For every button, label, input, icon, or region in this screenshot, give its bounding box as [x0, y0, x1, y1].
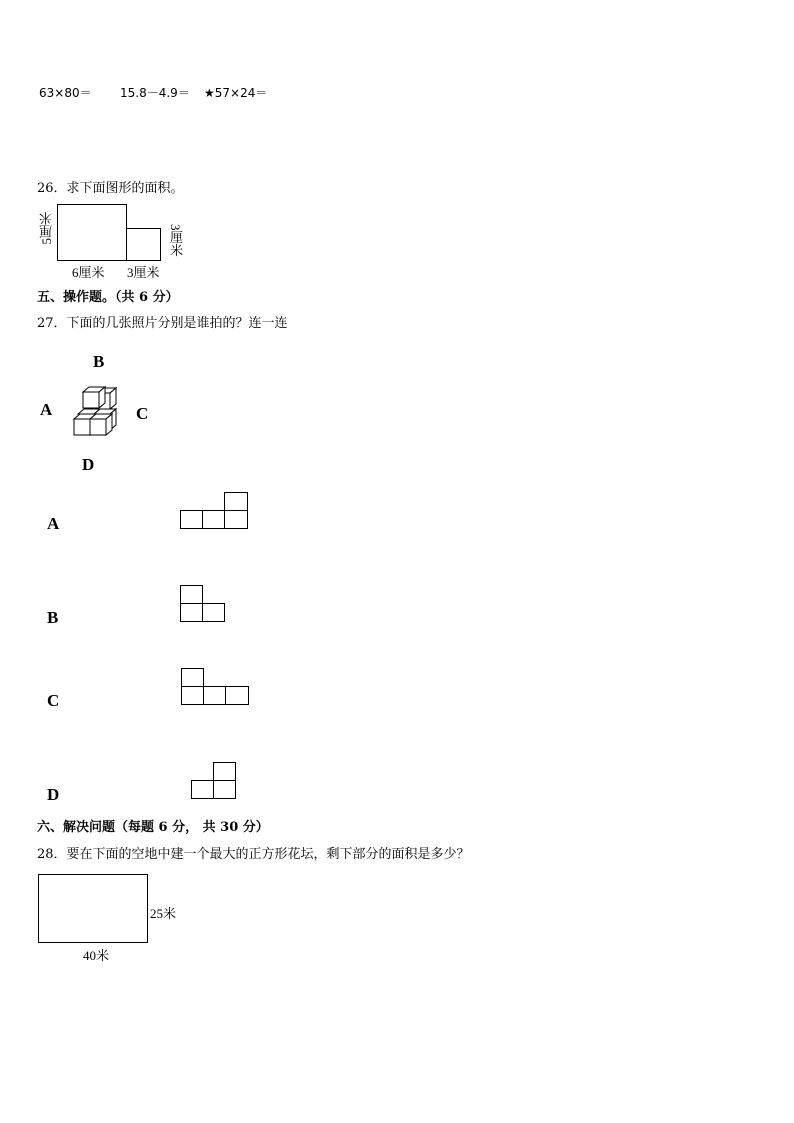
calc-item-1: 63×80＝ — [39, 86, 92, 100]
q26-label-width-left: 6厘米 — [72, 265, 105, 280]
q28-label-height: 25米 — [150, 906, 177, 921]
cube-stack-drawing — [70, 386, 120, 442]
section5-title: 五、操作题。（共 6 分） — [37, 290, 179, 305]
photo-view-a — [180, 492, 250, 530]
q28-label-width: 40米 — [83, 948, 110, 963]
viewpoint-label-b: B — [93, 352, 105, 371]
calc-item-2: 15.8－4.9＝ — [120, 86, 190, 100]
photo-view-c — [181, 668, 251, 706]
q26-text: 26．求下面图形的面积。 — [37, 181, 184, 196]
q28-rect — [38, 874, 148, 943]
viewpoint-label-c: C — [136, 404, 149, 423]
photo-label-d: D — [47, 785, 60, 804]
viewpoint-label-a: A — [40, 400, 53, 419]
calc-item-3: ★57×24＝ — [204, 86, 268, 100]
photo-view-d — [191, 762, 239, 800]
q28-text: 28．要在下面的空地中建一个最大的正方形花坛，剩下部分的面积是多少？ — [37, 847, 470, 862]
photo-label-b: B — [47, 608, 59, 627]
q26-label-height-right: 3厘米 — [168, 224, 183, 257]
photo-label-c: C — [47, 691, 60, 710]
photo-label-a: A — [47, 514, 60, 533]
q26-large-rect — [57, 204, 127, 261]
q26-label-width-right: 3厘米 — [127, 265, 160, 280]
section6-title: 六、解决问题（每题 6 分， 共 30 分） — [37, 820, 269, 835]
viewpoint-label-d: D — [82, 455, 95, 474]
q27-text: 27．下面的几张照片分别是谁拍的？连一连 — [37, 316, 288, 331]
q26-label-height-left: 5厘米 — [39, 212, 54, 245]
q26-small-rect — [126, 228, 161, 261]
photo-view-b — [180, 585, 228, 623]
